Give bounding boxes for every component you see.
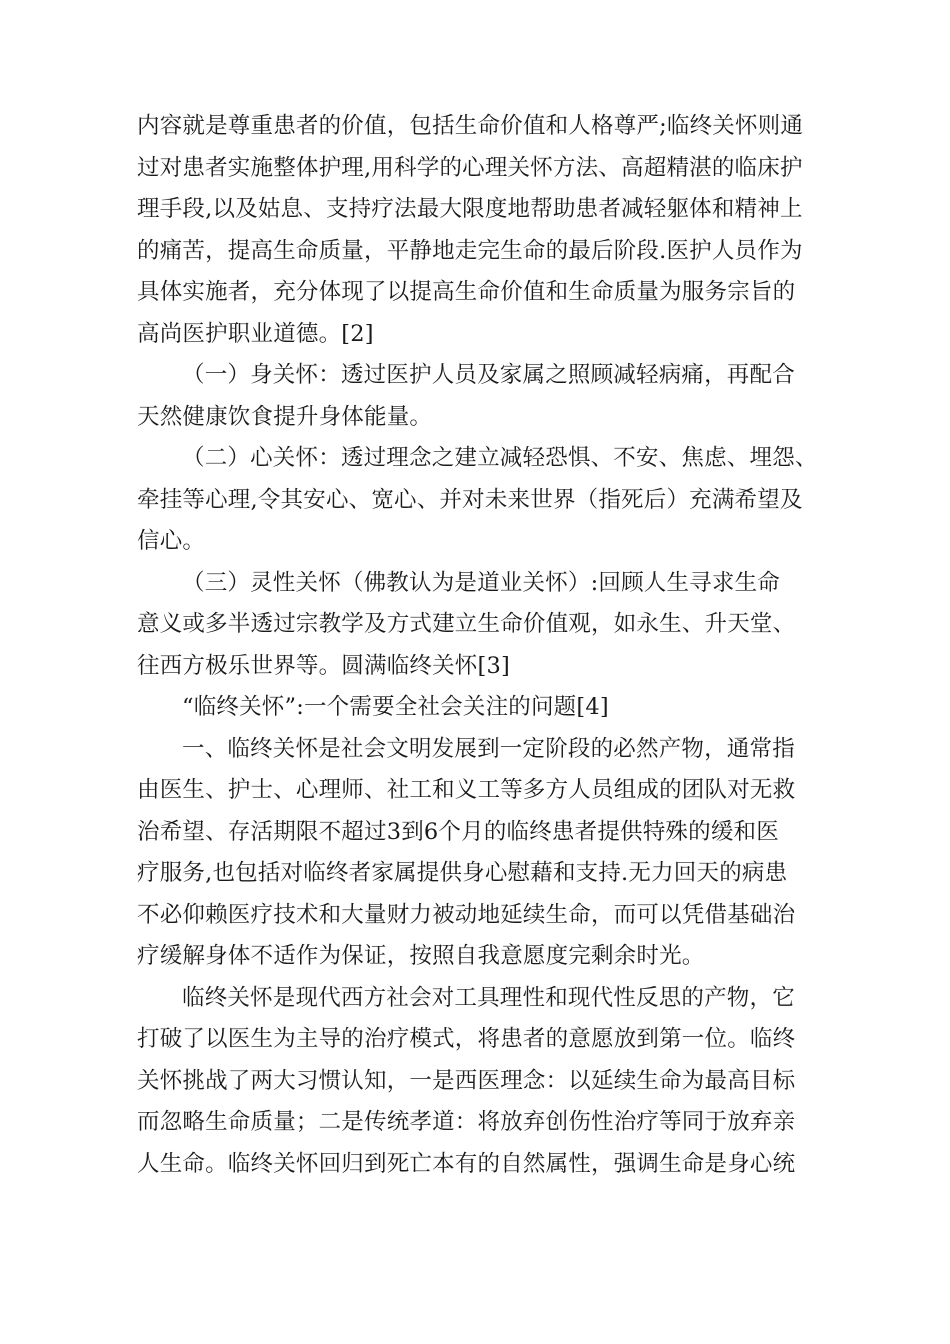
text-line: 由医生、护士、心理师、社工和义工等多方人员组成的团队对无救 (137, 777, 796, 803)
text-line: 治希望、存活期限不超过3到6个月的临终患者提供特殊的缓和医 (137, 818, 779, 845)
document-body (137, 106, 825, 1185)
text-line: （二）心关怀：透过理念之建立减轻恐惧、不安、焦虑、埋怨、 (182, 445, 818, 471)
text-line: 过对患者实施整体护理,用科学的心理关怀方法、高超精湛的临床护 (137, 154, 803, 181)
text-line: 天然健康饮食提升身体能量。 (137, 403, 433, 430)
text-line: 高尚医护职业道德。[2] (137, 320, 374, 347)
text-line: 而忽略生命质量；二是传统孝道：将放弃创伤性治疗等同于放弃亲 (137, 1109, 796, 1135)
text-line: （一）身关怀：透过医护人员及家属之照顾减轻病痛，再配合 (182, 362, 795, 388)
text-line: 具体实施者，充分体现了以提高生命价值和生命质量为服务宗旨的 (137, 279, 796, 305)
text-line: （三）灵性关怀（佛教认为是道业关怀）:回顾人生寻求生命 (182, 569, 780, 596)
text-line: 关怀挑战了两大习惯认知，一是西医理念：以延续生命为最高目标 (137, 1067, 796, 1094)
text-line: 疗缓解身体不适作为保证，按照自我意愿度完剩余时光。 (137, 943, 705, 969)
text-line: 不必仰赖医疗技术和大量财力被动地延续生命，而可以凭借基础治 (137, 901, 796, 928)
text-line: 信心。 (137, 528, 206, 554)
text-line: 疗服务,也包括对临终者家属提供身心慰藉和支持.无力回天的病患 (137, 860, 788, 886)
text-line: 内容就是尊重患者的价值，包括生命价值和人格尊严;临终关怀则通 (137, 113, 804, 139)
text-line: 理手段,以及姑息、支持疗法最大限度地帮助患者减轻躯体和精神上 (137, 196, 803, 222)
text-line: 往西方极乐世界等。圆满临终关怀[3] (137, 652, 510, 679)
text-line: 临终关怀是现代西方社会对工具理性和现代性反思的产物，它 (182, 984, 795, 1011)
text-line: 的痛苦，提高生命质量，平静地走完生命的最后阶段.医护人员作为 (137, 237, 803, 264)
text-line: 牵挂等心理,令其安心、宽心、并对未来世界（指死后）充满希望及 (137, 486, 803, 513)
text-line: 人生命。临终关怀回归到死亡本有的自然属性，强调生命是身心统 (137, 1150, 796, 1177)
text-line: 一、临终关怀是社会文明发展到一定阶段的必然产物，通常指 (182, 735, 795, 762)
text-line: 打破了以医生为主导的治疗模式，将患者的意愿放到第一位。临终 (137, 1026, 796, 1052)
text-line: “临终关怀”:一个需要全社会关注的问题[4] (182, 694, 609, 720)
text-line: 意义或多半透过宗教学及方式建立生命价值观，如永生、升天堂、 (137, 611, 796, 637)
